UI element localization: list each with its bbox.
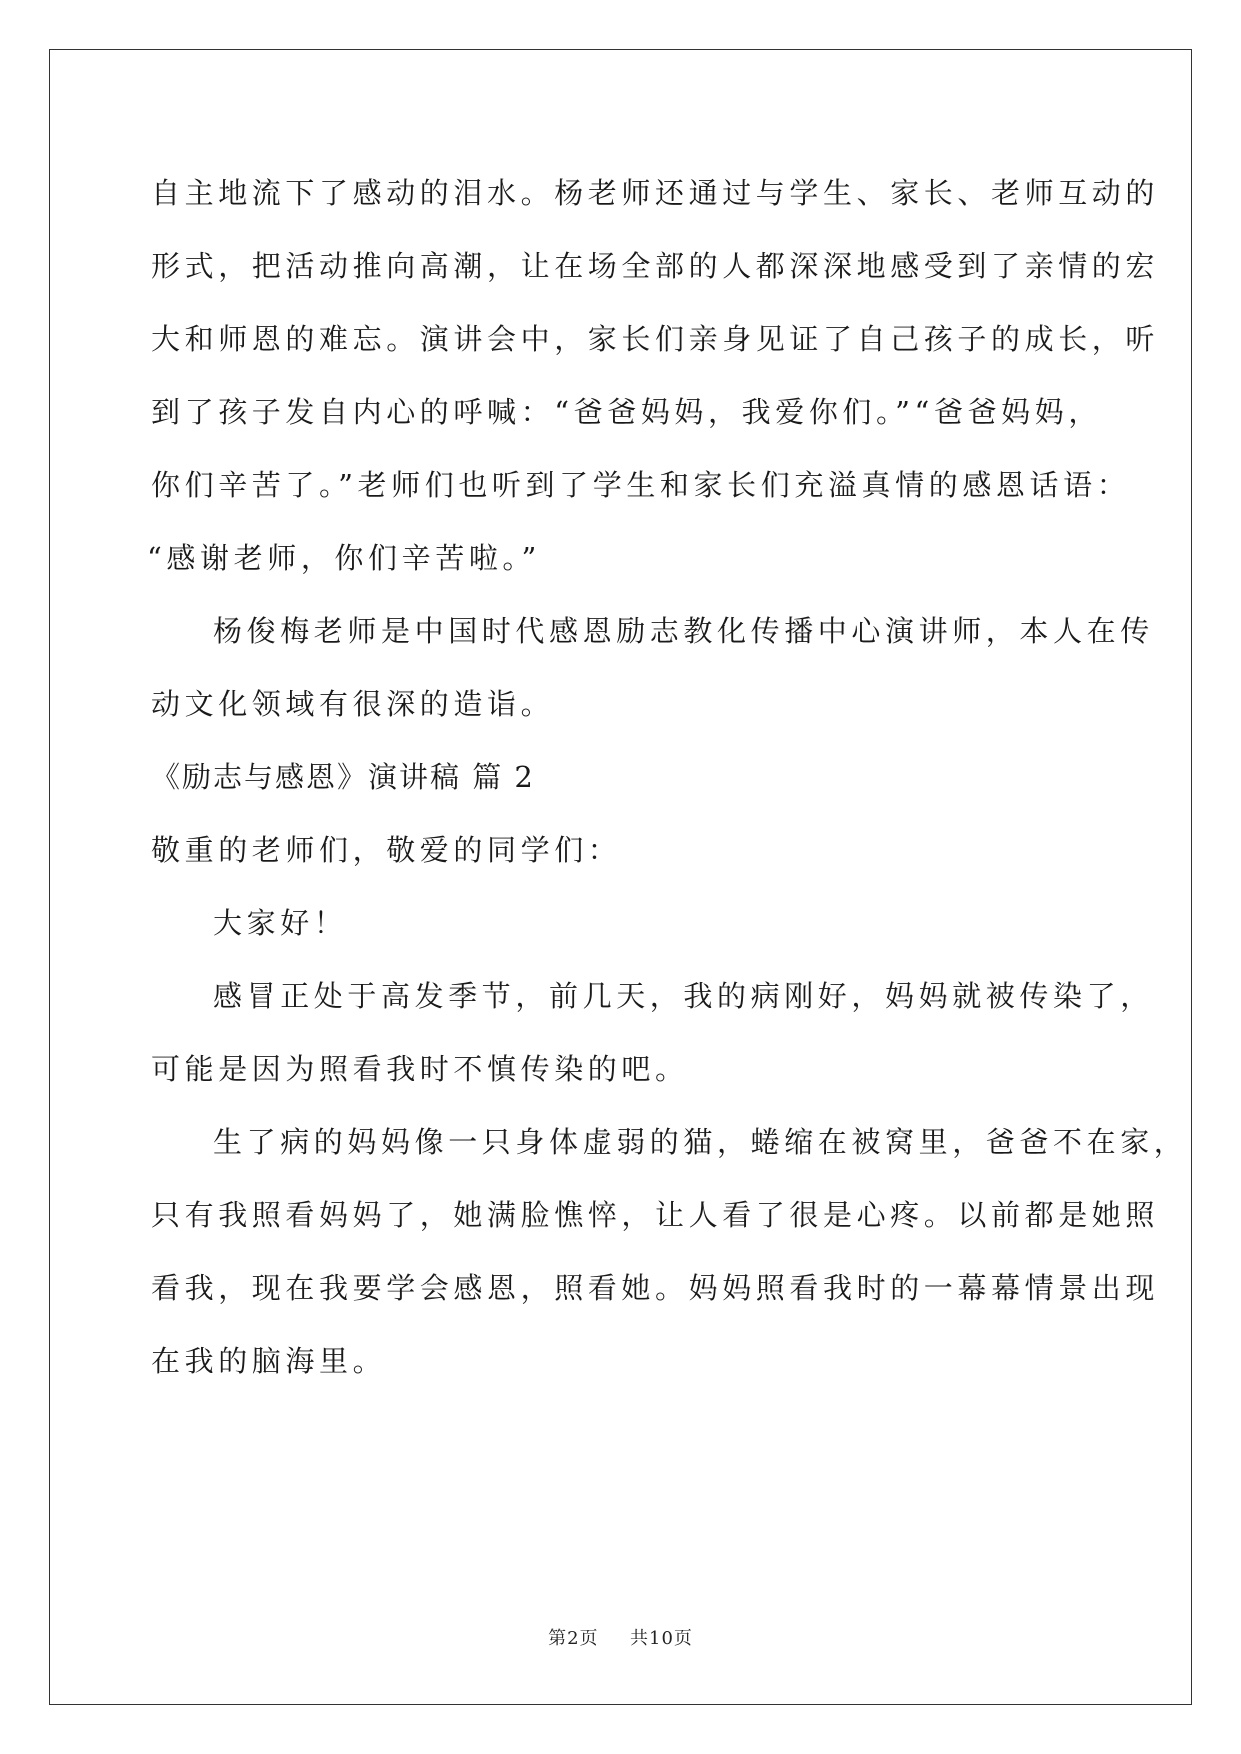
paragraph-line: 形式，把活动推向高潮，让在场全部的人都深深地感受到了亲情的宏 (151, 249, 1160, 283)
paragraph-line: 感冒正处于高发季节，前几天，我的病刚好，妈妈就被传染了， (213, 979, 1154, 1013)
page-total: 共10页 (630, 1628, 693, 1649)
page-number: 第2页 (548, 1628, 599, 1649)
paragraph-line: 只有我照看妈妈了，她满脸憔悴，让人看了很是心疼。以前都是她照 (151, 1198, 1160, 1232)
section-heading: 《励志与感恩》演讲稿 篇 2 (151, 760, 535, 794)
paragraph-line: 你们辛苦了。”老师们也听到了学生和家长们充溢真情的感恩话语： (151, 468, 1131, 502)
paragraph-line: 自主地流下了感动的泪水。杨老师还通过与学生、家长、老师互动的 (151, 176, 1160, 210)
page-footer (0, 1627, 1241, 1651)
paragraph-line: 可能是因为照看我时不慎传染的吧。 (151, 1052, 689, 1086)
paragraph-line: 在我的脑海里。 (151, 1344, 387, 1378)
salutation: 敬重的老师们，敬爱的同学们： (151, 833, 622, 867)
paragraph-line: 到了孩子发自内心的呼喊：“爸爸妈妈，我爱你们。”“爸爸妈妈， (151, 395, 1102, 429)
paragraph-line: 大和师恩的难忘。演讲会中，家长们亲身见证了自己孩子的成长，听 (151, 322, 1160, 356)
paragraph-line: 看我，现在我要学会感恩，照看她。妈妈照看我时的一幕幕情景出现 (151, 1271, 1160, 1305)
paragraph-line: 生了病的妈妈像一只身体虚弱的猫，蜷缩在被窝里，爸爸不在家， (213, 1125, 1188, 1159)
greeting: 大家好！ (213, 906, 348, 940)
paragraph-line: 杨俊梅老师是中国时代感恩励志教化传播中心演讲师，本人在传 (213, 614, 1154, 648)
paragraph-line: 动文化领域有很深的造诣。 (151, 687, 555, 721)
paragraph-line: “感谢老师，你们辛苦啦。” (147, 541, 541, 575)
